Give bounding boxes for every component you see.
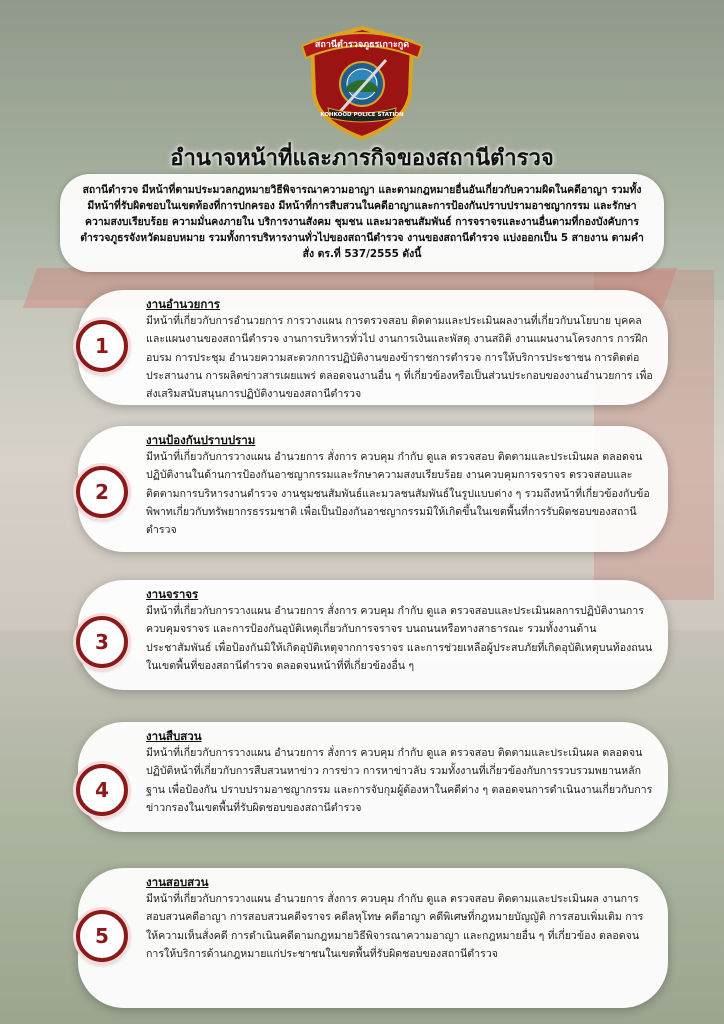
section-body: มีหน้าที่เกี่ยวกับการอำนวยการ การวางแผน การตรวจสอบ ติดตามและประเมินผลงานที่เกี่ยวกับนโยบาย บุคคล และแผนงานของสถานีตำรวจ งานการบริหารทั่วไป งานการเงินและพัสดุ งานสถิติ งานแผนงานโครงการ การฝึกอบรม การประชุม อำนวยความสะดวกการปฏิบัติงานของข้าราชการตำรวจ การให้บริการประชาชน การติดต่อประสานงาน การผลิตข่าวสารเผยแพร่ ตลอดจนงานอื่น ๆ ที่เกี่ยวข้องหรือเป็นส่วนประกอบของงานอำนวยการ เพื่อส่งเสริมสนับสนุนการปฏิบัติงานของสถานีตำรวจ [146, 315, 653, 401]
section-body: มีหน้าที่เกี่ยวกับการวางแผน อำนวยการ สั่งการ ควบคุม กำกับ ดูแล ตรวจสอบ ติดตามและประเมินผล ตลอดจนปฏิบัติหน้าที่เกี่ยวกับการสืบสวนหาข่าว การข่าว การหาข่าวลับ รวมทั้งงานที่เกี่ยวข้องกับการรวบรวมพยานหลักฐาน เพื่อป้องกัน ปราบปรามอาชญากรรม และการจับกุมผู้ต้องหาในคดีต่าง ๆ ตลอดจนการดำเนินงานเกี่ยวกับการข่าวกรองในเขตพื้นที่รับผิดชอบของสถานีตำรวจ [146, 747, 653, 814]
intro-box [60, 174, 664, 272]
section-number-badge-3: 3 [76, 616, 128, 668]
section-body: มีหน้าที่เกี่ยวกับการวางแผน อำนวยการ สั่งการ ควบคุม กำกับ ดูแล ตรวจสอบและประเมินผลการปฏิบัติงานการควบคุมจราจร และการป้องกันอุบัติเหตุเกี่ยวกับการจราจร บนถนนหรือทางสาธารณะ รวมทั้งงานด้านประชาสัมพันธ์ เพื่อป้องกันมิให้เกิดอุบัติเหตุจากการจราจร และการช่วยเหลือผู้ประสบภัยที่เกิดอุบัติเหตุบนท้องถนนในเขตพื้นที่ของสถานีตำรวจ ตลอดจนหน้าที่ที่เกี่ยวข้องอื่น ๆ [146, 605, 653, 672]
section-card-3 [78, 580, 668, 690]
section-body: มีหน้าที่เกี่ยวกับการวางแผน อำนวยการ สั่งการ ควบคุม กำกับ ดูแล ตรวจสอบ ติดตามและประเมินผล งานการสอบสวนคดีอาญา การสอบสวนคดีจราจร คดีลหุโทษ คดีอาญา คดีพิเศษที่กฎหมายบัญญัติ การสอบเพิ่มเติม การให้ความเห็นสั่งคดี การดำเนินคดีตามกฎหมายวิธีพิจารณาความอาญา และกฎหมายอื่น ๆ ที่เกี่ยวข้อง ตลอดจนการให้บริการด้านกฎหมายแก่ประชาชนในเขตพื้นที่รับผิดชอบของสถานีตำรวจ [146, 893, 644, 960]
section-number-badge-1: 1 [76, 320, 128, 372]
section-card-1 [78, 290, 668, 405]
section-number-badge-5: 5 [76, 910, 128, 962]
section-heading: งานป้องกันปราบปราม [146, 433, 256, 447]
intro-text: สถานีตำรวจ มีหน้าที่ตามประมวลกฎหมายวิธีพิจารณาความอาญา และตามกฎหมายอื่นอันเกี่ยวกับความผิดในคดีอาญา รวมทั้งมีหน้าที่รับผิดชอบในเขตท้องที่การปกครอง มีหน้าที่การสืบสวนในคดีอาญาและการป้องกันปราบปรามอาชญากรรม และรักษาความสงบเรียบร้อย ความมั่นคงภายใน บริการงานสังคม ชุมชน และมวลชนสัมพันธ์ การจราจรและงานอื่นตามที่กองบังคับการตำรวจภูธรจังหวัดมอบหมาย รวมทั้งการบริหารงานทั่วไปของสถานีตำรวจ งานของสถานีตำรวจ แบ่งออกเป็น 5 สายงาน ตามคำสั่ง ตร.ที่ 537/2555 ดังนี้ [80, 184, 644, 260]
page-title: อำนาจหน้าที่และภารกิจของสถานีตำรวจ [170, 146, 554, 171]
police-station-logo [298, 22, 426, 142]
section-card-4 [78, 722, 668, 832]
section-body: มีหน้าที่เกี่ยวกับการวางแผน อำนวยการ สั่งการ ควบคุม กำกับ ดูแล ตรวจสอบ ติดตามและประเมินผล ตลอดจนปฏิบัติงานในด้านการป้องกันอาชญากรรมและรักษาความสงบเรียบร้อย งานควบคุมการจราจร ตรวจสอบและติดตามการบริหารงานตำรวจ งานชุมชนสัมพันธ์และมวลชนสัมพันธ์ในรูปแบบต่าง ๆ รวมถึงหน้าที่เกี่ยวข้องกับข้อพิพาทเกี่ยวกับทรัพยากรธรรมชาติ เพื่อเป็นป้องกันอาชญากรรมมิให้เกิดขึ้นในเขตพื้นที่การรับผิดชอบของสถานีตำรวจ [146, 451, 650, 537]
section-heading: งานสอบสวน [146, 875, 209, 889]
logo-ribbon-text: KOHKOOD POLICE STATION [320, 112, 404, 118]
section-number-badge-4: 4 [76, 764, 128, 816]
section-card-2 [78, 426, 668, 552]
section-heading: งานสืบสวน [146, 729, 202, 743]
section-number-badge-2: 2 [76, 466, 128, 518]
section-card-5 [78, 868, 668, 1008]
section-heading: งานอำนวยการ [146, 297, 220, 311]
logo-banner-text: สถานีตำรวจภูธรเกาะกูด [314, 40, 410, 50]
section-heading: งานจราจร [146, 587, 199, 601]
